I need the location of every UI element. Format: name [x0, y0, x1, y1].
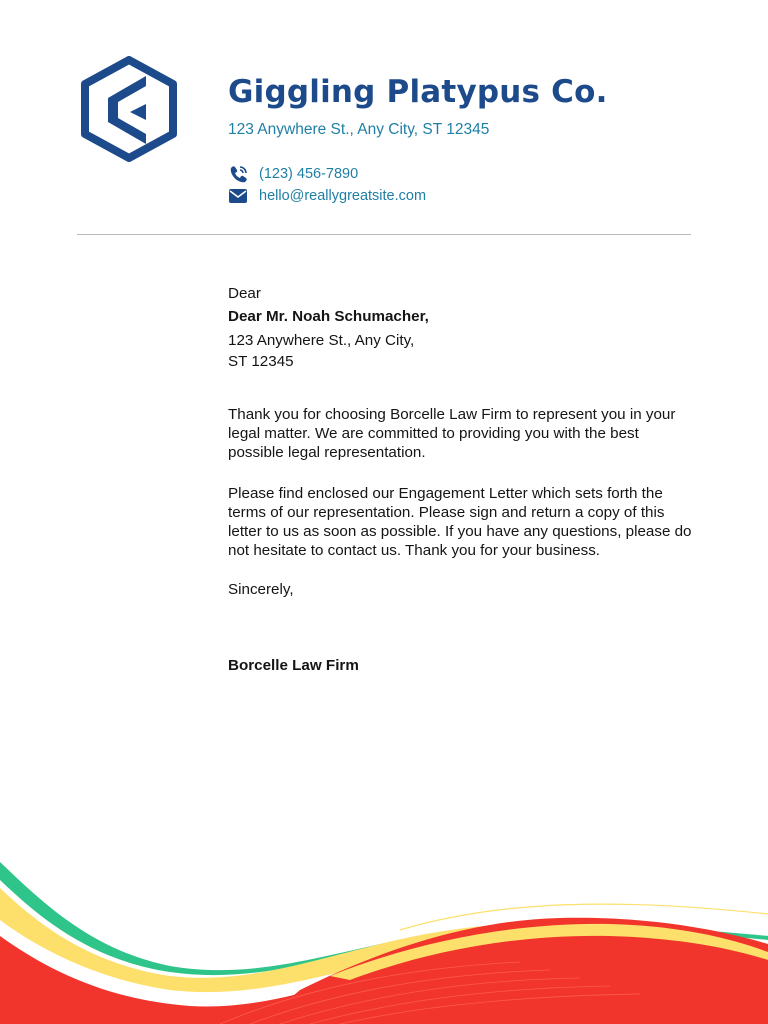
paragraph-1: Thank you for choosing Borcelle Law Firm to represent you in your legal matter. We are committed to providing you with the best possible legal representation.	[228, 406, 676, 461]
phone-icon	[228, 165, 248, 183]
recipient-address-line-2: ST 12345	[228, 353, 294, 370]
closing: Sincerely,	[228, 581, 294, 598]
recipient-name: Dear Mr. Noah Schumacher,	[228, 308, 429, 325]
contact-phone	[228, 164, 358, 184]
header-divider	[77, 234, 691, 235]
contact-email	[228, 186, 426, 206]
salutation: Dear	[228, 285, 261, 302]
letter-body	[228, 284, 698, 675]
hexagon-c-logo-icon	[78, 56, 180, 162]
phone-number: (123) 456-7890	[259, 166, 359, 182]
company-name: Giggling Platypus Co.	[228, 74, 608, 110]
paragraph-2: Please find enclosed our Engagement Letter which sets forth the terms of our representation. Please sign and return a copy of this letter to us as soon as possible. If you have any questions, please do not hesitate to contact us. Thank you for your business.	[228, 485, 692, 559]
decorative-wave-footer	[0, 840, 768, 1024]
recipient-address-line-1: 123 Anywhere St., Any City,	[228, 332, 415, 349]
email-address: hello@reallygreatsite.com	[259, 188, 427, 204]
envelope-icon	[228, 187, 248, 205]
company-address: 123 Anywhere St., Any City, ST 12345	[228, 121, 490, 138]
signature: Borcelle Law Firm	[228, 657, 359, 674]
